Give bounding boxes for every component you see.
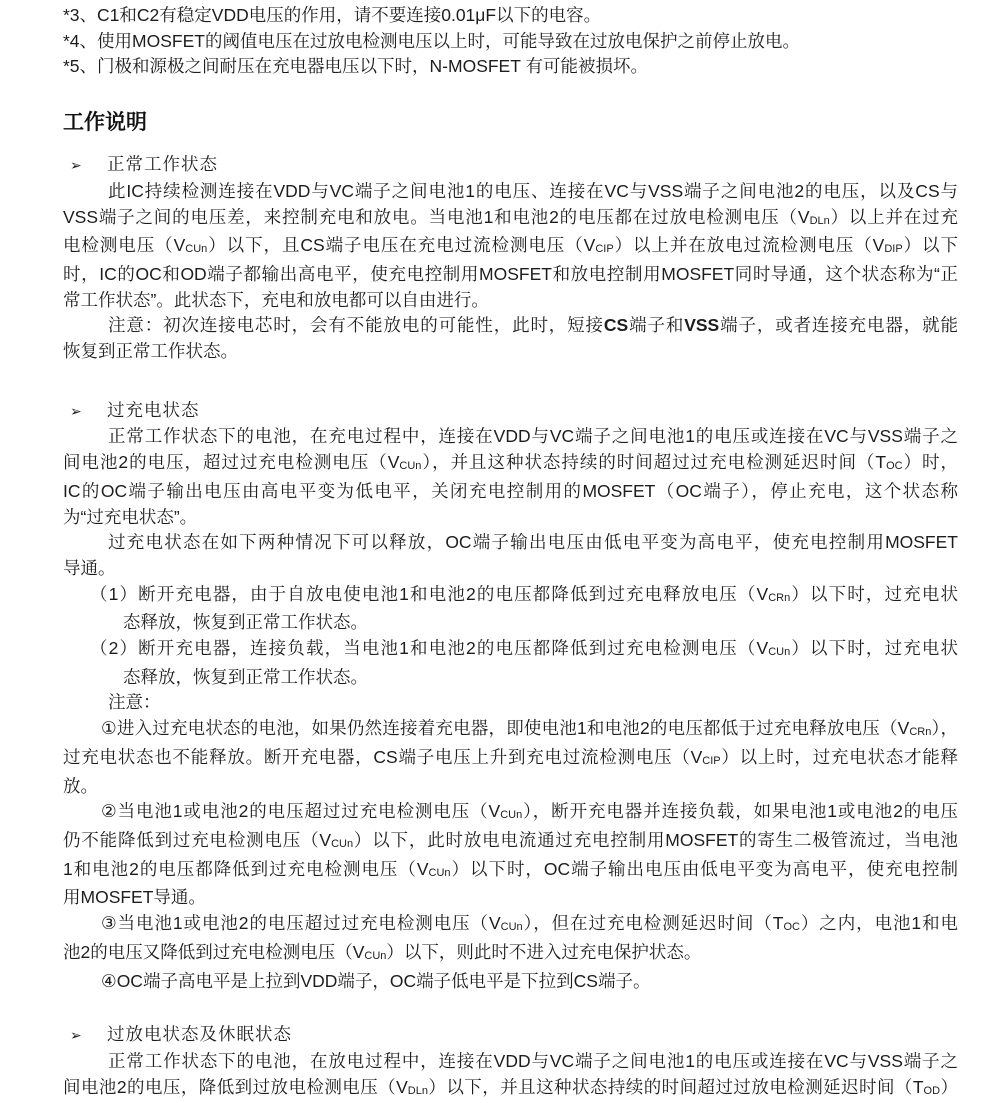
text-segment: 池2的电压又降低到过充电检测电压（V (63, 941, 365, 962)
text-segment: 过充电状态在如下两种情况下可以释放，OC端子输出电压由低电平变为高电平，使充电控制用MOSFET (108, 532, 958, 553)
subscript-text: OC (886, 460, 903, 473)
text-segment: ）时， (902, 452, 959, 473)
text-segment: 仍不能降低到过充电检测电压（V (63, 829, 332, 850)
subscript-text: CUn (768, 646, 791, 659)
text-line (63, 3, 958, 29)
text-line (63, 54, 958, 80)
text-segment: 时，IC的OC和OD端子都输出高电平，使充电控制用MOSFET和放电控制用MOSFET同时导通，这个状态称为“正 (63, 263, 958, 284)
text-segment: ）以上时，过充电状态才能释 (720, 746, 959, 767)
text-segment: 过充电状态也不能释放。断开充电器，CS端子电压上升到充电过流检测电压（V (63, 746, 703, 767)
text-segment: （2）断开充电器，连接负载，当电池1和电池2的电压都降低到过充电检测电压（V (90, 638, 769, 659)
text-segment: ）以下时，过充电状 (790, 583, 958, 604)
subscript-text: CRn (768, 591, 791, 604)
subscript-text: CRn (909, 726, 932, 739)
text-line (63, 530, 958, 556)
text-line (63, 288, 958, 314)
text-line (63, 610, 958, 636)
subscript-text: OC (783, 921, 800, 934)
text-segment: ①进入过充电状态的电池，如果仍然连接着充电器，即使电池1和电池2的电压都低于过充电释放电压（V (101, 718, 910, 739)
section-title: 过放电状态及休眠状态 (107, 1024, 292, 1045)
text-segment: ），断开充电器并连接负载，如果电池1或电池2的电压 (522, 801, 959, 822)
text-segment: （1）断开充电器，由于自放电使电池1和电池2的电压都降低到过充电释放电压（V (90, 583, 769, 604)
text-line (63, 857, 958, 886)
arrow-bullet-icon: ➢ (70, 1027, 82, 1044)
text-segment: 放。 (63, 775, 98, 796)
text-line (63, 690, 958, 716)
text-segment: 用MOSFET导通。 (63, 887, 206, 908)
subscript-text: CIP (702, 754, 721, 767)
bold-text: VSS (684, 315, 720, 336)
text-segment: ），但在过充电检测延迟时间（T (522, 913, 784, 934)
text-line (63, 505, 958, 531)
text-segment: ）以上并在放电过流检测电压（V (613, 235, 885, 256)
text-line (63, 745, 958, 774)
bold-text: CS (603, 315, 629, 336)
text-segment: ）， (931, 718, 959, 739)
text-line (63, 774, 958, 800)
text-segment: 常工作状态”。此状态下，充电和放电都可以自由进行。 (63, 289, 489, 310)
text-line (63, 424, 958, 450)
text-line (63, 29, 958, 55)
section (63, 1022, 958, 1103)
subscript-text: CUn (500, 921, 523, 934)
text-segment: ）以下，则此时不进入过充电保护状态。 (386, 941, 702, 962)
subscript-text: DLn (809, 214, 830, 227)
text-segment: 恢复到正常工作状态。 (63, 341, 238, 362)
text-line (63, 450, 958, 479)
text-line (63, 479, 958, 505)
section (63, 152, 958, 365)
text-line (63, 1075, 958, 1103)
text-segment: ）以下，此时放电电流通过充电控制用MOSFET的寄生二极管流过，当电池 (353, 829, 958, 850)
text-line (63, 665, 958, 691)
text-segment: ②当电池1或电池2的电压超过过充电检测电压（V (101, 801, 501, 822)
text-line (63, 828, 958, 857)
subscript-text: DLn (407, 1084, 428, 1097)
subscript-text: CUn (364, 949, 387, 962)
text-line (63, 885, 958, 911)
text-line (63, 636, 958, 665)
section-header (63, 398, 958, 425)
text-segment: ④OC端子高电平是上拉到VDD端子，OC端子低电平是下拉到CS端子。 (101, 970, 651, 991)
subscript-text: CUn (185, 243, 208, 256)
subscript-text: OD (923, 1084, 941, 1097)
text-segment: *4、使用MOSFET的阈值电压在过放电检测电压以上时，可能导致在过放电保护之前停止放电。 (63, 30, 800, 51)
text-line (63, 582, 958, 611)
text-segment: 正常工作状态下的电池，在放电过程中，连接在VDD与VC端子之间电池1的电压或连接在VC与VSS端子之 (108, 1050, 958, 1071)
subscript-text: CIP (595, 243, 614, 256)
text-segment: ） (940, 1076, 958, 1097)
arrow-bullet-icon: ➢ (70, 157, 82, 174)
subscript-text: CUn (500, 809, 523, 822)
text-segment: ），并且这种状态持续的时间超过过充电检测延迟时间（T (421, 452, 887, 473)
footnotes (63, 3, 958, 80)
section (63, 398, 958, 994)
text-segment: ）以下时，OC端子输出电压由低电平变为高电平，使充电控制 (450, 858, 959, 879)
text-segment: ）之内，电池1和电 (799, 913, 958, 934)
section-body (63, 1049, 958, 1103)
text-segment: 端子和 (628, 315, 685, 336)
text-line (63, 205, 958, 234)
text-segment: 注意： (108, 692, 161, 713)
arrow-bullet-icon: ➢ (70, 402, 82, 419)
text-line (63, 799, 958, 828)
subscript-text: CUn (428, 866, 451, 879)
section-body (63, 424, 958, 994)
text-segment: ）以下 (902, 235, 958, 256)
section-body (63, 179, 958, 365)
text-segment: 态释放，恢复到正常工作状态。 (123, 666, 368, 687)
subscript-text: CUn (399, 460, 422, 473)
text-line (63, 339, 958, 365)
text-segment: *3、C1和C2有稳定VDD电压的作用，请不要连接0.01μF以下的电容。 (63, 5, 602, 25)
section-header (63, 1022, 958, 1049)
text-segment: 间电池2的电压，超过过充电检测电压（V (63, 452, 400, 473)
text-line (63, 716, 958, 745)
text-line (63, 1049, 958, 1075)
text-line (63, 940, 958, 969)
section-title: 过充电状态 (107, 399, 200, 420)
subscript-text: CUn (331, 837, 354, 850)
text-segment: 此IC持续检测连接在VDD与VC端子之间电池1的电压、连接在VC与VSS端子之间电池2的电压，以及CS与 (108, 180, 958, 201)
text-segment: 正常工作状态下的电池，在充电过程中，连接在VDD与VC端子之间电池1的电压或连接在VC与VSS端子之 (108, 426, 958, 447)
text-line (63, 969, 958, 995)
text-segment: 导通。 (63, 557, 116, 578)
text-line (63, 262, 958, 288)
text-segment: VSS端子之间的电压差，来控制充电和放电。当电池1和电池2的电压都在过放电检测电压（V (63, 206, 810, 227)
text-segment: 注意：初次连接电芯时，会有不能放电的可能性，此时，短接 (108, 315, 604, 336)
page-title: 工作说明 (63, 111, 147, 135)
text-segment: ）以下，并且这种状态持续的时间超过过放电检测延迟时间（T (427, 1076, 924, 1097)
text-segment: ）以下，且CS端子电压在充电过流检测电压（V (207, 235, 596, 256)
text-line (63, 911, 958, 940)
text-line (63, 556, 958, 582)
text-segment: 电检测电压（V (63, 235, 186, 256)
section-header (63, 152, 958, 179)
text-segment: 1和电池2的电压都降低到过充电检测电压（V (63, 858, 429, 879)
text-segment: ③当电池1或电池2的电压超过过充电检测电压（V (101, 913, 501, 934)
section-title: 正常工作状态 (107, 154, 218, 175)
subscript-text: DIP (884, 243, 903, 256)
sections (63, 152, 958, 1103)
text-line (63, 313, 958, 339)
text-segment: ）以下时，过充电状 (790, 638, 958, 659)
text-line (63, 179, 958, 205)
text-segment: 间电池2的电压，降低到过放电检测电压（V (63, 1076, 408, 1097)
text-segment: 为“过充电状态”。 (63, 506, 198, 527)
text-segment: 端子，或者连接充电器，就能 (719, 315, 959, 336)
text-segment: IC的OC端子输出电压由高电平变为低电平，关闭充电控制用的MOSFET（OC端子），停止充电，这个状态称 (63, 480, 958, 501)
text-line (63, 233, 958, 262)
text-segment: ）以上并在过充 (829, 206, 959, 227)
text-segment: 态释放，恢复到正常工作状态。 (123, 612, 368, 633)
text-segment: *5、门极和源极之间耐压在充电器电压以下时，N-MOSFET 有可能被损坏。 (63, 56, 648, 77)
